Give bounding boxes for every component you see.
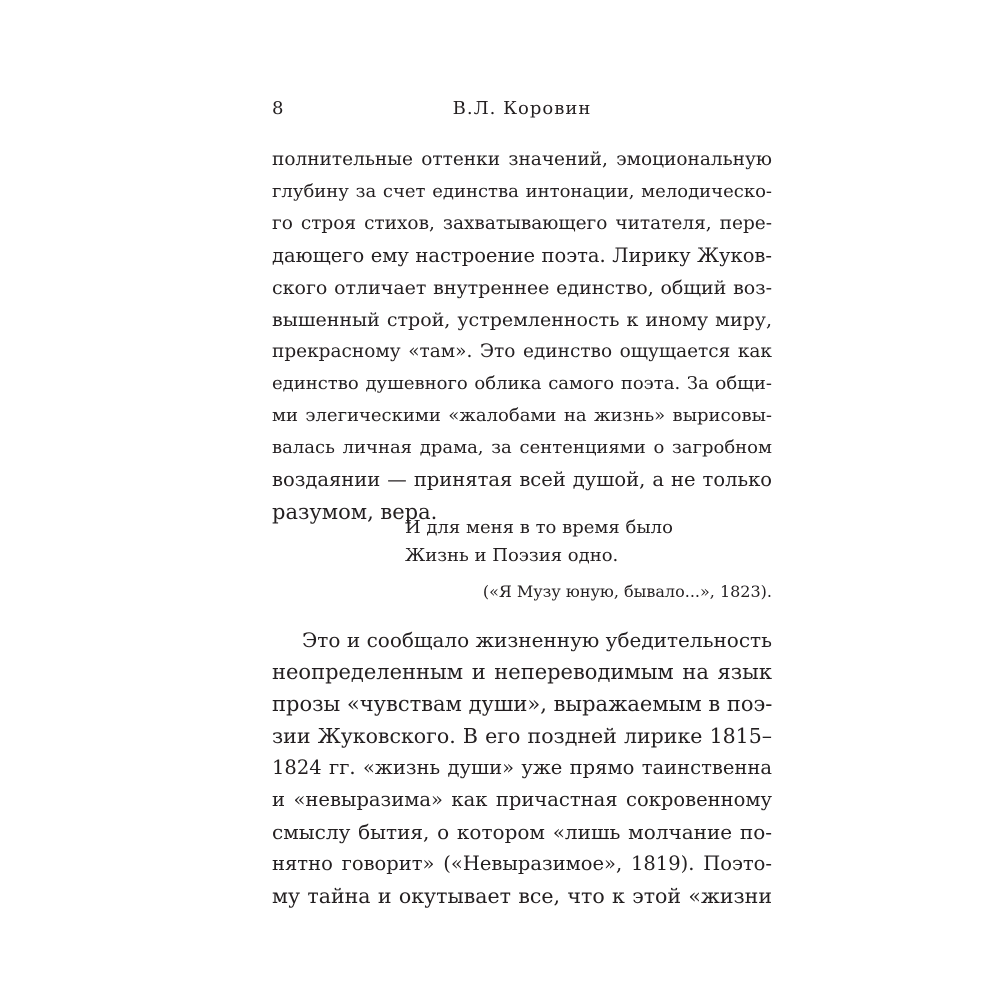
page-number: 8 bbox=[272, 98, 284, 119]
text-line: Это и сообщало жизненную убедительность bbox=[302, 628, 772, 652]
paragraph-2 bbox=[272, 624, 772, 912]
text-line: прекрасному «там». Это единство ощущается как bbox=[272, 341, 772, 362]
text-line: дающего ему настроение поэта. Лирику Жуков- bbox=[272, 244, 772, 267]
running-title: В.Л. Коровин bbox=[452, 98, 592, 119]
verse-line: Жизнь и Поэзия одно. bbox=[405, 545, 619, 566]
text-line: нятно говорит» («Невыразимое», 1819). Поэто- bbox=[272, 852, 772, 875]
text-line: воздаянии — принятая всей душой, а не только bbox=[272, 468, 772, 491]
text-line: смыслу бытия, о котором «лишь молчание по- bbox=[272, 820, 772, 844]
text-line: му тайна и окутывает все, что к этой «жизни bbox=[272, 884, 772, 908]
text-line: 1824 гг. «жизнь души» уже прямо таинственна bbox=[272, 756, 772, 779]
text-line: ского отличает внутреннее единство, общий воз- bbox=[272, 277, 772, 299]
verse-line: И для меня в то время было bbox=[405, 517, 673, 538]
text-line: полнительные оттенки значений, эмоциональную bbox=[272, 149, 772, 170]
text-line: единство душевного облика самого поэта. За общи- bbox=[272, 373, 772, 394]
text-line: зии Жуковского. В его поздней лирике 1815– bbox=[272, 724, 772, 748]
text-line: глубину за счет единства интонации, мелодическо- bbox=[272, 181, 772, 202]
text-line: и «невыразима» как причастная сокровенному bbox=[272, 788, 772, 811]
text-line: валась личная драма, за сентенциями о загробном bbox=[272, 437, 772, 458]
verse-quote bbox=[405, 514, 772, 570]
text-line: прозы «чувствам души», выражаемым в поэ- bbox=[272, 692, 773, 716]
text-line: неопределенным и непереводимым на язык bbox=[272, 660, 772, 684]
running-head bbox=[272, 98, 772, 124]
text-line: разумом, вера. bbox=[272, 500, 438, 524]
text-line: ми элегическими «жалобами на жизнь» вырисовы- bbox=[272, 405, 772, 426]
verse-citation: («Я Музу юную, бывало...», 1823). bbox=[482, 582, 772, 601]
text-line: вышенный строй, устремленность к иному миру, bbox=[272, 309, 772, 331]
text-line: го строя стихов, захватывающего читателя, пере- bbox=[272, 213, 772, 234]
paragraph-1 bbox=[272, 144, 772, 528]
